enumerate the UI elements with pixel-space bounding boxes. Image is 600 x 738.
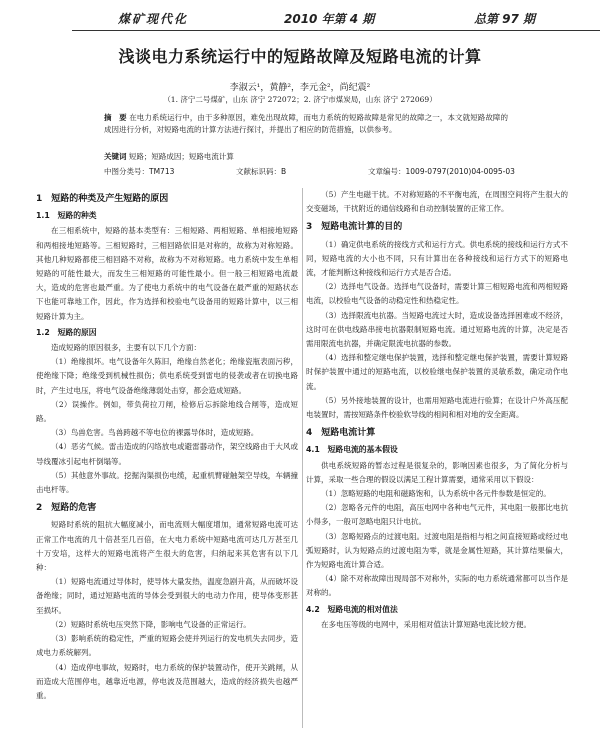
paragraph: （2）短路时系统电压突然下降，影响电气设备的正常运行。 xyxy=(51,619,251,629)
section-heading: 3 短路电流计算的目的 xyxy=(306,222,403,233)
paragraph: （4）选择和整定继电保护装置，选择和整定继电保护装置，需要计算短路时保护装置中通过的短路电流，以校验继电保护装置的灵敏系数，确定动作电流。 xyxy=(306,353,568,391)
paragraph: （4）造成停电事故，短路时，电力系统的保护装置动作，使开关跳闸，从而造成大范围停电，越靠近电源，停电波及范围越大，造成的经济损失也越严重。 xyxy=(36,662,298,700)
paragraph: （1）忽略短路的电阻和磁路饱和，认为系统中各元件参数是恒定的。 xyxy=(321,489,551,499)
paragraph: 造成短路的原因很多，主要有以下几个方面： xyxy=(51,343,201,353)
header-rule xyxy=(72,30,600,31)
abstract-label: 摘 要 xyxy=(104,113,127,122)
section-heading: 1 短路的种类及产生短路的原因 xyxy=(36,194,169,204)
author-affiliation: （1. 济宁二号煤矿，山东 济宁 272072；2. 济宁市煤炭局，山东 济宁 272069） xyxy=(163,95,437,104)
clc-number: 中图分类号：TM713 xyxy=(104,167,175,176)
subsection-heading: 1.1 短路的种类 xyxy=(36,211,97,221)
section-heading: 2 短路的危害 xyxy=(36,503,97,514)
paragraph: （5）其他意外事故。挖掘沟渠损伤电缆，起重机臂碰触架空导线，车辆撞击电杆等。 xyxy=(36,470,298,495)
keywords xyxy=(104,151,508,162)
document-code: 文献标识码：B xyxy=(236,167,287,176)
paragraph: （5）产生电磁干扰。不对称短路的不平衡电流，在周围空间将产生很大的交变磁场，干扰附近的通信线路和自动控制装置的正常工作。 xyxy=(306,190,568,214)
paragraph: （3）影响系统的稳定性，严重的短路会使并列运行的发电机失去同步，造成电力系统解列。 xyxy=(36,634,298,658)
paragraph: 在多电压等级的电网中，采用相对值法计算短路电流比较方便。 xyxy=(321,619,531,629)
issue-number: 2010 年第 4 期 xyxy=(284,12,375,26)
article-authors: 李淑云¹，黄静²，李元金²，尚纪震² xyxy=(229,83,371,93)
abstract-text: 在电力系统运行中，由于多种原因，难免出现故障，而电力系统的短路故障是常见的故障之一，本文就短路故障的成因进行分析，对短路电流的计算方法进行探讨，并提出了相应的防范措施，以供参考。 xyxy=(104,113,508,134)
paragraph: （2）误操作。例如，带负荷拉刀闸，检修后忘拆除地线合闸等，造成短路。 xyxy=(36,399,298,424)
journal-name: 煤矿现代化 xyxy=(118,12,189,26)
paragraph: 供电系统短路的暂态过程是很复杂的，影响因素也很多，为了简化分析与计算，采取一些合理的假设以满足工程计算需要，通常采用以下假设： xyxy=(306,460,568,484)
subsection-heading: 4.2 短路电流的相对值法 xyxy=(306,604,398,614)
paragraph: 短路时系统的阻抗大幅度减小，而电流则大幅度增加，通常短路电流可达正常工作电流的几十倍甚至几百倍，在大电力系统中短路电流可达几万甚至几十万安培，这样大的短路电流将产生很大的危害，归纳起来其危害有以下几种： xyxy=(36,520,298,573)
paragraph: （3）鸟兽危害。鸟兽跨越不等电位的裸露导体时，造成短路。 xyxy=(51,428,259,438)
article-title: 浅谈电力系统运行中的短路故障及短路电流的计算 xyxy=(118,47,482,66)
paragraph: （3）选择限流电抗器。当短路电流过大时，造成设备选择困难或不经济，这时可在供电线路串接电抗器限制短路电流。通过短路电流的计算，决定是否需用限流电抗器，并确定限流电抗器的参数。 xyxy=(306,310,568,349)
keywords-label: 关键词 xyxy=(104,152,127,161)
paragraph: （4）除不对称故障出现局部不对称外，实际的电力系统通常都可以当作是对称的。 xyxy=(306,574,568,598)
right-column xyxy=(306,188,568,632)
paragraph: 在三相系统中，短路的基本类型有：三相短路、两相短路、单相接地短路和两相接地短路等。三相短路时，三相回路依旧是对称的，故称为对称短路。其他几种短路都使三相回路不对称，故称为不对称短路。电力系统中发生单相短路的可能性最大，而发生三相短路的可能性最小。但一般三相短路电流最大，造成的危害也最严重。为了使电力系统中的电气设备在最严重的短路状态下也能可靠地工作，因此，作为选择和校验电气设备用的短路计算中，以三相短路计算为主。 xyxy=(36,226,298,321)
paragraph: （1）绝缘损坏。电气设备年久陈旧，绝缘自然老化；绝缘瓷瓶表面污秽，使绝缘下降；绝缘受到机械性损伤；供电系统受到雷电的侵袭或者在切换电路时，产生过电压，将电气设备绝缘薄弱处击穿，都会造成短路。 xyxy=(36,357,298,395)
column-divider xyxy=(302,188,303,728)
left-column xyxy=(36,188,298,703)
running-header xyxy=(0,8,600,28)
paragraph: （3）忽略短路点的过渡电阻。过渡电阻是指相与相之间直接短路或经过电弧短路时，认为短路点的过渡电阻为零，就是金属性短路，其计算结果偏大，作为短路电流计算合适。 xyxy=(306,531,568,570)
paragraph: （4）恶劣气候。雷击造成的闪络放电或避雷器动作，架空线路由于大风或导线覆冰引起电杆倒塌等。 xyxy=(36,442,298,466)
paragraph: （1）短路电流通过导体时，使导体大量发热，温度急剧升高，从而破坏设备绝缘；同时，通过短路电流的导体会受到很大的电动力作用，使导体变形甚至损坏。 xyxy=(36,577,298,615)
paragraph: （5）另外接地装置的设计，也需用短路电流进行验算；在设计户外高压配电装置时，需按短路条件校验软导线的相间和相对地的安全距离。 xyxy=(306,395,568,420)
total-issue-number: 总第 97 期 xyxy=(474,12,536,26)
paragraph: （2）忽略各元件的电阻，高压电网中各种电气元件，其电阻一般都比电抗小得多，一般可忽略电阻只计电抗。 xyxy=(306,503,568,527)
paragraph: （1）确定供电系统的接线方式和运行方式。供电系统的接线和运行方式不同，短路电流的大小也不同，只有计算出在各种接线和运行方式下的短路电流，才能判断这种接线和运行方式是否合适。 xyxy=(306,239,568,278)
article-number: 文章编号：1009-0797(2010)04-0095-03 xyxy=(368,167,515,176)
section-heading: 4 短路电流计算 xyxy=(306,428,376,439)
subsection-heading: 1.2 短路的原因 xyxy=(36,327,97,337)
keywords-text: 短路；短路成因；短路电流计算 xyxy=(128,152,234,161)
abstract xyxy=(104,112,508,136)
subsection-heading: 4.1 短路电流的基本假设 xyxy=(306,445,398,455)
paragraph: （2）选择电气设备。选择电气设备时，需要计算三相短路电流和两相短路电流，以校验电气设备的动稳定性和热稳定性。 xyxy=(306,282,568,306)
